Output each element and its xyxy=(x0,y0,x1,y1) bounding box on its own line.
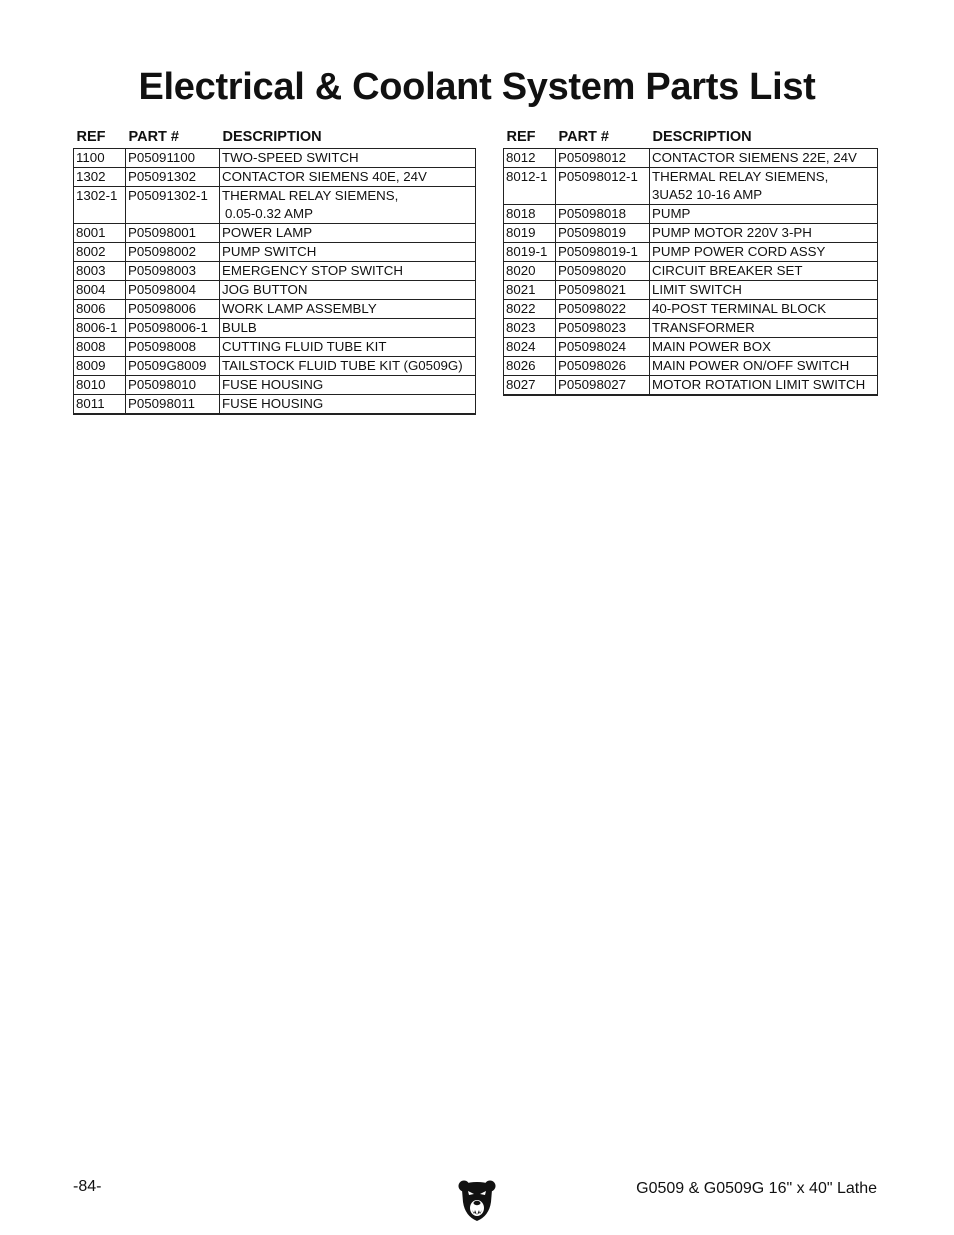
ref-cell: 8024 xyxy=(504,338,556,357)
part-cell: P05098019-1 xyxy=(556,243,650,262)
part-cell: P05091100 xyxy=(126,149,220,168)
description-cell: PUMP MOTOR 220V 3-PH xyxy=(650,224,878,243)
ref-cell: 8018 xyxy=(504,205,556,224)
description-cell: MAIN POWER ON/OFF SWITCH xyxy=(650,357,878,376)
ref-cell: 1302-1 xyxy=(74,187,126,224)
description-cell: PUMP xyxy=(650,205,878,224)
description-line-2: 0.05-0.32 AMP xyxy=(225,206,313,221)
part-cell: P05098010 xyxy=(126,376,220,395)
header-ref: REF xyxy=(506,129,536,145)
ref-cell: 8003 xyxy=(74,262,126,281)
part-cell: P05098022 xyxy=(556,300,650,319)
description-cell: LIMIT SWITCH xyxy=(650,281,878,300)
part-cell: P05098020 xyxy=(556,262,650,281)
table-row xyxy=(74,338,476,357)
table-row xyxy=(504,376,878,396)
table-row xyxy=(504,357,878,376)
ref-cell: 8008 xyxy=(74,338,126,357)
table-row xyxy=(504,262,878,281)
table-row xyxy=(74,224,476,243)
description-cell: EMERGENCY STOP SWITCH xyxy=(220,262,476,281)
header-part: PART # xyxy=(558,129,609,145)
ref-cell: 8019 xyxy=(504,224,556,243)
ref-cell: 8001 xyxy=(74,224,126,243)
part-cell: P05098004 xyxy=(126,281,220,300)
description-cell: TRANSFORMER xyxy=(650,319,878,338)
ref-cell: 8019-1 xyxy=(504,243,556,262)
table-row xyxy=(504,243,878,262)
part-cell: P05091302 xyxy=(126,168,220,187)
page-title: Electrical & Coolant System Parts List xyxy=(138,66,816,108)
bear-logo-icon xyxy=(458,1178,496,1222)
ref-cell: 8012 xyxy=(504,149,556,168)
header-description: DESCRIPTION xyxy=(222,129,322,145)
ref-cell: 8022 xyxy=(504,300,556,319)
description-cell: MOTOR ROTATION LIMIT SWITCH xyxy=(650,376,878,396)
part-cell: P05098021 xyxy=(556,281,650,300)
description-cell xyxy=(220,187,476,224)
description-cell: CUTTING FLUID TUBE KIT xyxy=(220,338,476,357)
parts-table-right xyxy=(503,126,878,396)
table-row xyxy=(74,168,476,187)
description-line-1: THERMAL RELAY SIEMENS, xyxy=(652,169,829,184)
ref-cell: 8006 xyxy=(74,300,126,319)
table-row xyxy=(74,187,476,224)
description-line-1: THERMAL RELAY SIEMENS, xyxy=(222,188,399,203)
table-row xyxy=(74,357,476,376)
table-row xyxy=(74,243,476,262)
part-cell: P0509G8009 xyxy=(126,357,220,376)
part-cell: P05098027 xyxy=(556,376,650,396)
ref-cell: 8011 xyxy=(74,395,126,415)
table-row xyxy=(504,168,878,205)
footer-model-name: G0509 & G0509G 16" x 40" Lathe xyxy=(636,1180,877,1197)
part-cell: P05098006-1 xyxy=(126,319,220,338)
ref-cell: 8023 xyxy=(504,319,556,338)
table-row xyxy=(74,376,476,395)
part-cell: P05098008 xyxy=(126,338,220,357)
description-cell: JOG BUTTON xyxy=(220,281,476,300)
table-row xyxy=(504,205,878,224)
table-row xyxy=(74,395,476,415)
ref-cell: 8010 xyxy=(74,376,126,395)
part-cell: P05098003 xyxy=(126,262,220,281)
description-cell: TWO-SPEED SWITCH xyxy=(220,149,476,168)
table-row xyxy=(504,319,878,338)
table-row xyxy=(74,262,476,281)
part-cell: P05091302-1 xyxy=(126,187,220,224)
description-cell: WORK LAMP ASSEMBLY xyxy=(220,300,476,319)
description-cell: PUMP SWITCH xyxy=(220,243,476,262)
part-cell: P05098011 xyxy=(126,395,220,415)
description-cell: BULB xyxy=(220,319,476,338)
ref-cell: 8004 xyxy=(74,281,126,300)
table-row xyxy=(74,281,476,300)
header-part: PART # xyxy=(128,129,179,145)
table-row xyxy=(504,149,878,168)
description-cell: TAILSTOCK FLUID TUBE KIT (G0509G) xyxy=(220,357,476,376)
part-cell: P05098002 xyxy=(126,243,220,262)
part-cell: P05098001 xyxy=(126,224,220,243)
description-cell: CONTACTOR SIEMENS 22E, 24V xyxy=(650,149,878,168)
ref-cell: 8026 xyxy=(504,357,556,376)
ref-cell: 8012-1 xyxy=(504,168,556,205)
table-row xyxy=(504,338,878,357)
part-cell: P05098006 xyxy=(126,300,220,319)
ref-cell: 1100 xyxy=(74,149,126,168)
part-cell: P05098019 xyxy=(556,224,650,243)
part-cell: P05098012-1 xyxy=(556,168,650,205)
description-cell: POWER LAMP xyxy=(220,224,476,243)
table-header xyxy=(74,126,476,149)
part-cell: P05098018 xyxy=(556,205,650,224)
table-row xyxy=(74,319,476,338)
ref-cell: 8009 xyxy=(74,357,126,376)
description-cell: 40-POST TERMINAL BLOCK xyxy=(650,300,878,319)
part-cell: P05098012 xyxy=(556,149,650,168)
ref-cell: 8002 xyxy=(74,243,126,262)
description-cell: CONTACTOR SIEMENS 40E, 24V xyxy=(220,168,476,187)
part-cell: P05098023 xyxy=(556,319,650,338)
description-cell: MAIN POWER BOX xyxy=(650,338,878,357)
part-cell: P05098024 xyxy=(556,338,650,357)
description-cell: PUMP POWER CORD ASSY xyxy=(650,243,878,262)
description-line-2: 3UA52 10-16 AMP xyxy=(652,187,763,202)
ref-cell: 8021 xyxy=(504,281,556,300)
table-row xyxy=(504,281,878,300)
page-number: -84- xyxy=(73,1178,102,1195)
ref-cell: 8006-1 xyxy=(74,319,126,338)
ref-cell: 8020 xyxy=(504,262,556,281)
part-cell: P05098026 xyxy=(556,357,650,376)
ref-cell: 8027 xyxy=(504,376,556,396)
header-ref: REF xyxy=(76,129,106,145)
table-row xyxy=(504,224,878,243)
table-header xyxy=(504,126,878,149)
description-cell: CIRCUIT BREAKER SET xyxy=(650,262,878,281)
table-row xyxy=(504,300,878,319)
ref-cell: 1302 xyxy=(74,168,126,187)
description-cell xyxy=(650,168,878,205)
header-description: DESCRIPTION xyxy=(652,129,752,145)
parts-table-left xyxy=(73,126,476,415)
description-cell: FUSE HOUSING xyxy=(220,395,476,415)
table-row xyxy=(74,300,476,319)
table-row xyxy=(74,149,476,168)
description-cell: FUSE HOUSING xyxy=(220,376,476,395)
